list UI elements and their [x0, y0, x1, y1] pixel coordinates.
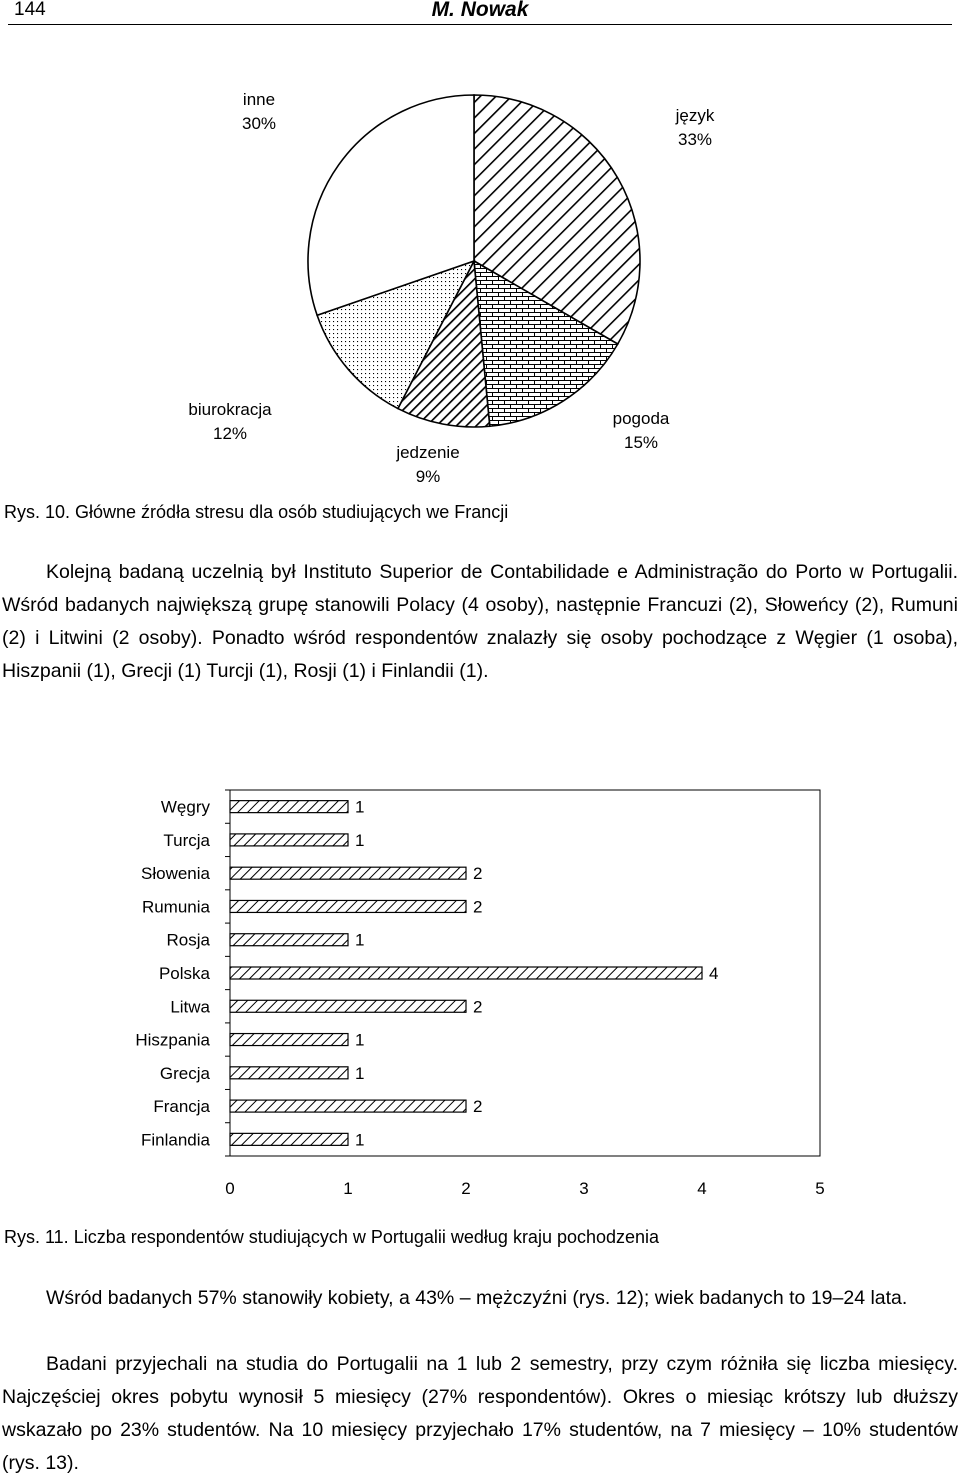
bar-hiszpania [230, 1034, 348, 1046]
x-tick-label: 2 [461, 1179, 471, 1198]
page-number: 144 [14, 0, 46, 20]
figure-10-caption: Rys. 10. Główne źródła stresu dla osób studiujących we Francji [4, 502, 509, 522]
pie-label-biurokracja [168, 398, 292, 446]
category-label-turcja: Turcja [163, 830, 210, 850]
bar-wegry [230, 801, 348, 813]
pie-label-pogoda-value: 15% [623, 433, 659, 452]
pie-label-inne [214, 88, 304, 136]
data-label-wegry: 1 [355, 797, 365, 817]
pie-label-jezyk [650, 104, 740, 152]
category-label-rosja: Rosja [166, 930, 210, 950]
data-label-grecja: 1 [355, 1063, 365, 1083]
x-tick-label: 1 [343, 1179, 353, 1198]
pie-chart [0, 30, 960, 500]
data-label-rosja: 1 [355, 930, 365, 950]
data-label-litwa: 2 [473, 997, 483, 1017]
bar-turcja [230, 834, 348, 846]
paragraph-1: Kolejną badaną uczelnią był Instituto Superior de Contabilidade e Administração do Porto w Portugalii. Wśród badanych największą grupę stanowili Polacy (4 osoby), następnie Francuzi (2), Słoweńcy (2), Rumuni (2) i Litwini (2 osoby). Ponadto wśród respondentów znalazły się osoby pochodzące z Węgier (1 osoba), Hiszpanii (1), Grecji (1) Turcji (1), Rosji (1) i Finlandii (1). [2, 561, 958, 682]
bar-slowenia [230, 867, 466, 879]
category-label-hiszpania: Hiszpania [135, 1030, 210, 1050]
x-tick-label: 3 [579, 1179, 589, 1198]
data-label-finlandia: 1 [355, 1130, 365, 1150]
x-tick-label: 5 [815, 1179, 825, 1198]
category-label-wegry: Węgry [160, 797, 210, 817]
bar-finlandia [230, 1133, 348, 1145]
data-label-slowenia: 2 [473, 864, 483, 884]
category-label-francja: Francja [153, 1097, 210, 1117]
pie-label-inne-name: inne [242, 90, 276, 109]
header-rule [8, 24, 952, 25]
pie-label-jezyk-name: język [675, 106, 715, 125]
bar-rumunia [230, 900, 466, 912]
pie-label-jedzenie-name: jedzenie [396, 443, 460, 462]
pie-label-jedzenie-value: 9% [415, 467, 441, 486]
figure-11-caption: Rys. 11. Liczba respondentów studiujących w Portugalii według kraju pochodzenia [4, 1227, 660, 1247]
category-label-polska: Polska [158, 964, 210, 983]
bar-grecja [230, 1067, 348, 1079]
bar-rosja [230, 934, 348, 946]
category-label-litwa: Litwa [170, 997, 210, 1017]
data-label-hiszpania: 1 [355, 1030, 365, 1050]
bar-litwa [230, 1000, 466, 1012]
pie-label-jedzenie [383, 441, 473, 489]
bar-chart [0, 780, 960, 1200]
category-label-grecja: Grecja [159, 1063, 210, 1083]
data-label-rumunia: 2 [473, 897, 483, 917]
x-tick-label: 0 [225, 1179, 235, 1198]
category-label-slowenia: Słowenia [141, 864, 210, 884]
category-label-finlandia: Finlandia [141, 1130, 210, 1150]
pie-label-inne-value: 30% [241, 114, 277, 133]
data-label-turcja: 1 [355, 830, 365, 850]
bar-polska [230, 967, 702, 979]
paragraph-2: Wśród badanych 57% stanowiły kobiety, a 43% – mężczyźni (rys. 12); wiek badanych to 19–24 lata. [46, 1287, 908, 1309]
category-label-rumunia: Rumunia [141, 897, 210, 917]
pie-label-biurokracja-value: 12% [212, 424, 248, 443]
running-head-author: M. Nowak [431, 0, 529, 21]
bar-francja [230, 1100, 466, 1112]
paragraph-3: Badani przyjechali na studia do Portugalii na 1 lub 2 semestry, przy czym różniła się liczba miesięcy. Najczęściej okres pobytu wynosił 5 miesięcy (27% respondentów). Okres o miesiąc krótszy lub dłuższy wskazało po 23% studentów. Na 10 miesięcy przyjechało 17% studentów, na 7 miesięcy – 10% studentów (rys. 13). [2, 1353, 958, 1474]
pie-label-jezyk-value: 33% [677, 130, 713, 149]
pie-label-pogoda-name: pogoda [612, 409, 670, 428]
x-tick-label: 4 [697, 1179, 707, 1198]
pie-label-biurokracja-name: biurokracja [188, 400, 272, 419]
data-label-polska: 4 [709, 964, 719, 983]
pie-label-pogoda [596, 407, 686, 455]
data-label-francja: 2 [473, 1097, 483, 1117]
